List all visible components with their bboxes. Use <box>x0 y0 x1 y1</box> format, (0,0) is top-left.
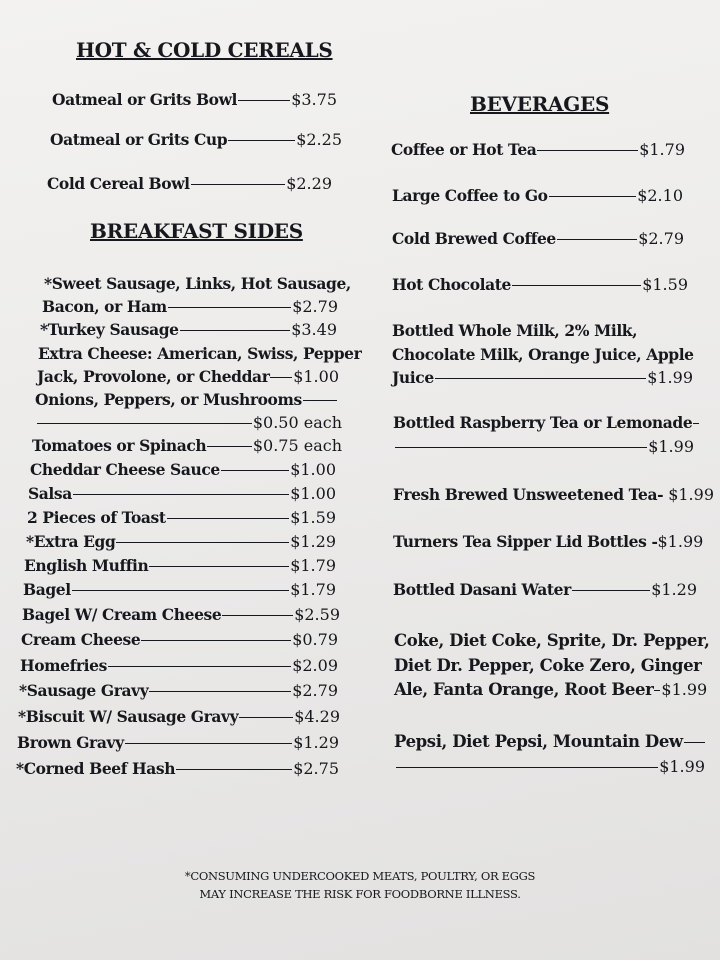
menu-item-large-coffee <box>392 186 683 205</box>
item-price: $1.00 <box>293 367 339 386</box>
item-price: $2.79 <box>292 297 338 316</box>
menu-item-oatmeal-grits-bowl <box>52 90 337 109</box>
leader-line <box>395 447 647 448</box>
item-name: Coffee or Hot Tea <box>391 140 537 159</box>
leader-line <box>238 100 290 101</box>
menu-item-oatmeal-grits-cup <box>50 130 342 149</box>
leader-line <box>167 518 290 519</box>
leader-line <box>221 470 289 471</box>
item-price: $2.09 <box>292 656 338 675</box>
menu-item <box>24 556 336 575</box>
item-name: Brown Gravy <box>17 733 124 752</box>
item-name: *Corned Beef Hash <box>16 759 176 778</box>
item-name: Homefries <box>20 656 107 675</box>
item-name: Ale, Fanta Orange, Root Beer <box>394 680 654 699</box>
item-name: Bottled Dasani Water <box>393 580 571 599</box>
menu-item-unsweetened-tea <box>393 485 714 504</box>
item-price: $2.79 <box>292 681 338 700</box>
item-price: $1.79 <box>639 140 685 159</box>
leader-line <box>270 377 292 378</box>
item-price: $1.99 <box>648 437 694 456</box>
leader-line <box>537 150 638 151</box>
leader-line <box>141 640 291 641</box>
item-price: $1.59 <box>642 275 688 294</box>
item-name: Juice <box>392 368 434 387</box>
item-price: $2.10 <box>637 186 683 205</box>
item-name: Oatmeal or Grits Bowl <box>52 90 238 109</box>
item-price: $1.00 <box>290 484 336 503</box>
sausage-line-1: *Sweet Sausage, Links, Hot Sausage, <box>44 274 351 293</box>
item-name: Salsa <box>28 484 72 503</box>
item-name: Large Coffee to Go <box>392 186 548 205</box>
item-price: $1.00 <box>290 460 336 479</box>
leader-line <box>168 307 291 308</box>
menu-item-coffee-hot-tea <box>391 140 685 159</box>
menu-item-bottled-milk-juice <box>392 368 693 387</box>
leader-line <box>549 196 637 197</box>
pepsi-line-1 <box>394 732 706 751</box>
menu-item <box>18 707 340 726</box>
leader-line <box>191 184 286 185</box>
item-name: Fresh Brewed Unsweetened Tea- <box>393 485 664 504</box>
leader-line <box>176 769 292 770</box>
item-price: $1.59 <box>290 508 336 527</box>
menu-item <box>30 460 336 479</box>
item-price: $1.99 <box>647 368 693 387</box>
menu-item <box>21 630 338 649</box>
leader-line <box>239 717 293 718</box>
menu-item <box>27 508 336 527</box>
item-name: Bagel <box>23 580 71 599</box>
menu-item <box>26 532 336 551</box>
leader-line <box>73 494 289 495</box>
menu-item <box>28 484 336 503</box>
footer-warning-line-2: MAY INCREASE THE RISK FOR FOODBORNE ILLNESS. <box>199 887 521 901</box>
menu-item-extra-cheese <box>37 367 339 386</box>
item-price: $3.49 <box>291 320 337 339</box>
item-name: Jack, Provolone, or Cheddar <box>37 367 270 386</box>
leader-line <box>684 742 705 743</box>
item-price: $1.79 <box>290 556 336 575</box>
menu-item <box>23 580 336 599</box>
item-price: $1.99 <box>661 680 708 699</box>
menu-item-cold-brew <box>392 229 684 248</box>
item-name: Cream Cheese <box>21 630 141 649</box>
item-price: $1.29 <box>651 580 697 599</box>
leader-line <box>303 400 337 401</box>
leader-line <box>207 446 252 447</box>
item-name: Tomatoes or Spinach <box>32 436 207 455</box>
item-name: Cheddar Cheese Sauce <box>30 460 220 479</box>
menu-item <box>32 436 342 455</box>
leader-line <box>149 566 289 567</box>
leader-line <box>72 590 289 591</box>
onions-line-1 <box>35 390 338 409</box>
soda-line-1: Coke, Diet Coke, Sprite, Dr. Pepper, <box>394 631 710 650</box>
leader-line <box>435 378 646 379</box>
item-name: Cold Cereal Bowl <box>47 174 190 193</box>
menu-item <box>22 605 340 624</box>
leader-line <box>180 330 291 331</box>
menu-item-turkey-sausage <box>40 320 337 339</box>
item-name: Turners Tea Sipper Lid Bottles - <box>393 532 658 551</box>
menu-item <box>17 733 339 752</box>
item-price: $2.29 <box>286 174 332 193</box>
menu-item-dasani-water <box>393 580 697 599</box>
item-name: Bacon, or Ham <box>42 297 167 316</box>
item-price: $1.99 <box>659 757 705 776</box>
milk-line-2: Chocolate Milk, Orange Juice, Apple <box>392 345 694 364</box>
item-name: 2 Pieces of Toast <box>27 508 166 527</box>
item-name: Hot Chocolate <box>392 275 512 294</box>
leader-line <box>222 615 293 616</box>
item-price: $1.29 <box>290 532 336 551</box>
item-name: *Sausage Gravy <box>19 681 149 700</box>
menu-item <box>20 656 338 675</box>
menu-item-turners-tea <box>393 532 703 551</box>
item-name: Onions, Peppers, or Mushrooms <box>35 390 302 409</box>
item-name: Pepsi, Diet Pepsi, Mountain Dew <box>394 732 683 751</box>
raspberry-line-1 <box>393 413 693 432</box>
menu-item-onions-price <box>36 413 342 432</box>
item-price: $2.79 <box>638 229 684 248</box>
leader-line <box>396 767 658 768</box>
cheese-line-1: Extra Cheese: American, Swiss, Pepper <box>38 344 362 363</box>
menu-item-pepsi-products <box>395 757 705 776</box>
item-name: Oatmeal or Grits Cup <box>50 130 228 149</box>
item-price: $2.59 <box>294 605 340 624</box>
item-price: $4.29 <box>294 707 340 726</box>
leader-line <box>228 140 295 141</box>
menu-item-cold-cereal-bowl <box>47 174 332 193</box>
item-price: $1.99 <box>657 532 704 551</box>
leader-line <box>125 743 293 744</box>
menu-item-coke-products <box>394 680 708 699</box>
item-name: Bagel W/ Cream Cheese <box>22 605 222 624</box>
item-price: $1.29 <box>293 733 339 752</box>
leader-line <box>557 239 637 240</box>
item-price: $1.79 <box>290 580 336 599</box>
item-price: $2.25 <box>296 130 342 149</box>
item-price: $0.50 each <box>252 413 342 432</box>
item-name: Bottled Raspberry Tea or Lemonade <box>393 413 693 432</box>
leader-line <box>693 423 699 424</box>
heading-breakfast-sides: BREAKFAST SIDES <box>90 219 303 243</box>
leader-line <box>512 285 641 286</box>
soda-line-2: Diet Dr. Pepper, Coke Zero, Ginger <box>394 656 702 675</box>
menu-item <box>19 681 338 700</box>
item-price: $0.79 <box>292 630 338 649</box>
item-name: Cold Brewed Coffee <box>392 229 556 248</box>
leader-line <box>37 423 252 424</box>
menu-item <box>16 759 339 778</box>
leader-line <box>108 666 291 667</box>
item-price: $2.75 <box>293 759 339 778</box>
item-price: $0.75 each <box>252 436 342 455</box>
item-name: *Biscuit W/ Sausage Gravy <box>18 707 239 726</box>
item-name: *Extra Egg <box>26 532 116 551</box>
heading-beverages: BEVERAGES <box>470 92 610 116</box>
item-name: English Muffin <box>24 556 149 575</box>
footer-warning-line-1: *CONSUMING UNDERCOOKED MEATS, POULTRY, OR EGGS <box>184 869 536 883</box>
leader-line <box>572 590 650 591</box>
milk-line-1: Bottled Whole Milk, 2% Milk, <box>392 321 638 340</box>
leader-line <box>654 690 660 691</box>
leader-line <box>116 542 289 543</box>
menu-item-hot-chocolate <box>392 275 688 294</box>
item-price: $1.99 <box>668 485 714 504</box>
menu-item-bacon-ham <box>42 297 338 316</box>
heading-hot-cold-cereals: HOT & COLD CEREALS <box>76 38 333 62</box>
menu-item-raspberry-tea <box>394 437 694 456</box>
leader-line <box>149 691 291 692</box>
item-price: $3.75 <box>291 90 337 109</box>
item-name: *Turkey Sausage <box>40 320 179 339</box>
